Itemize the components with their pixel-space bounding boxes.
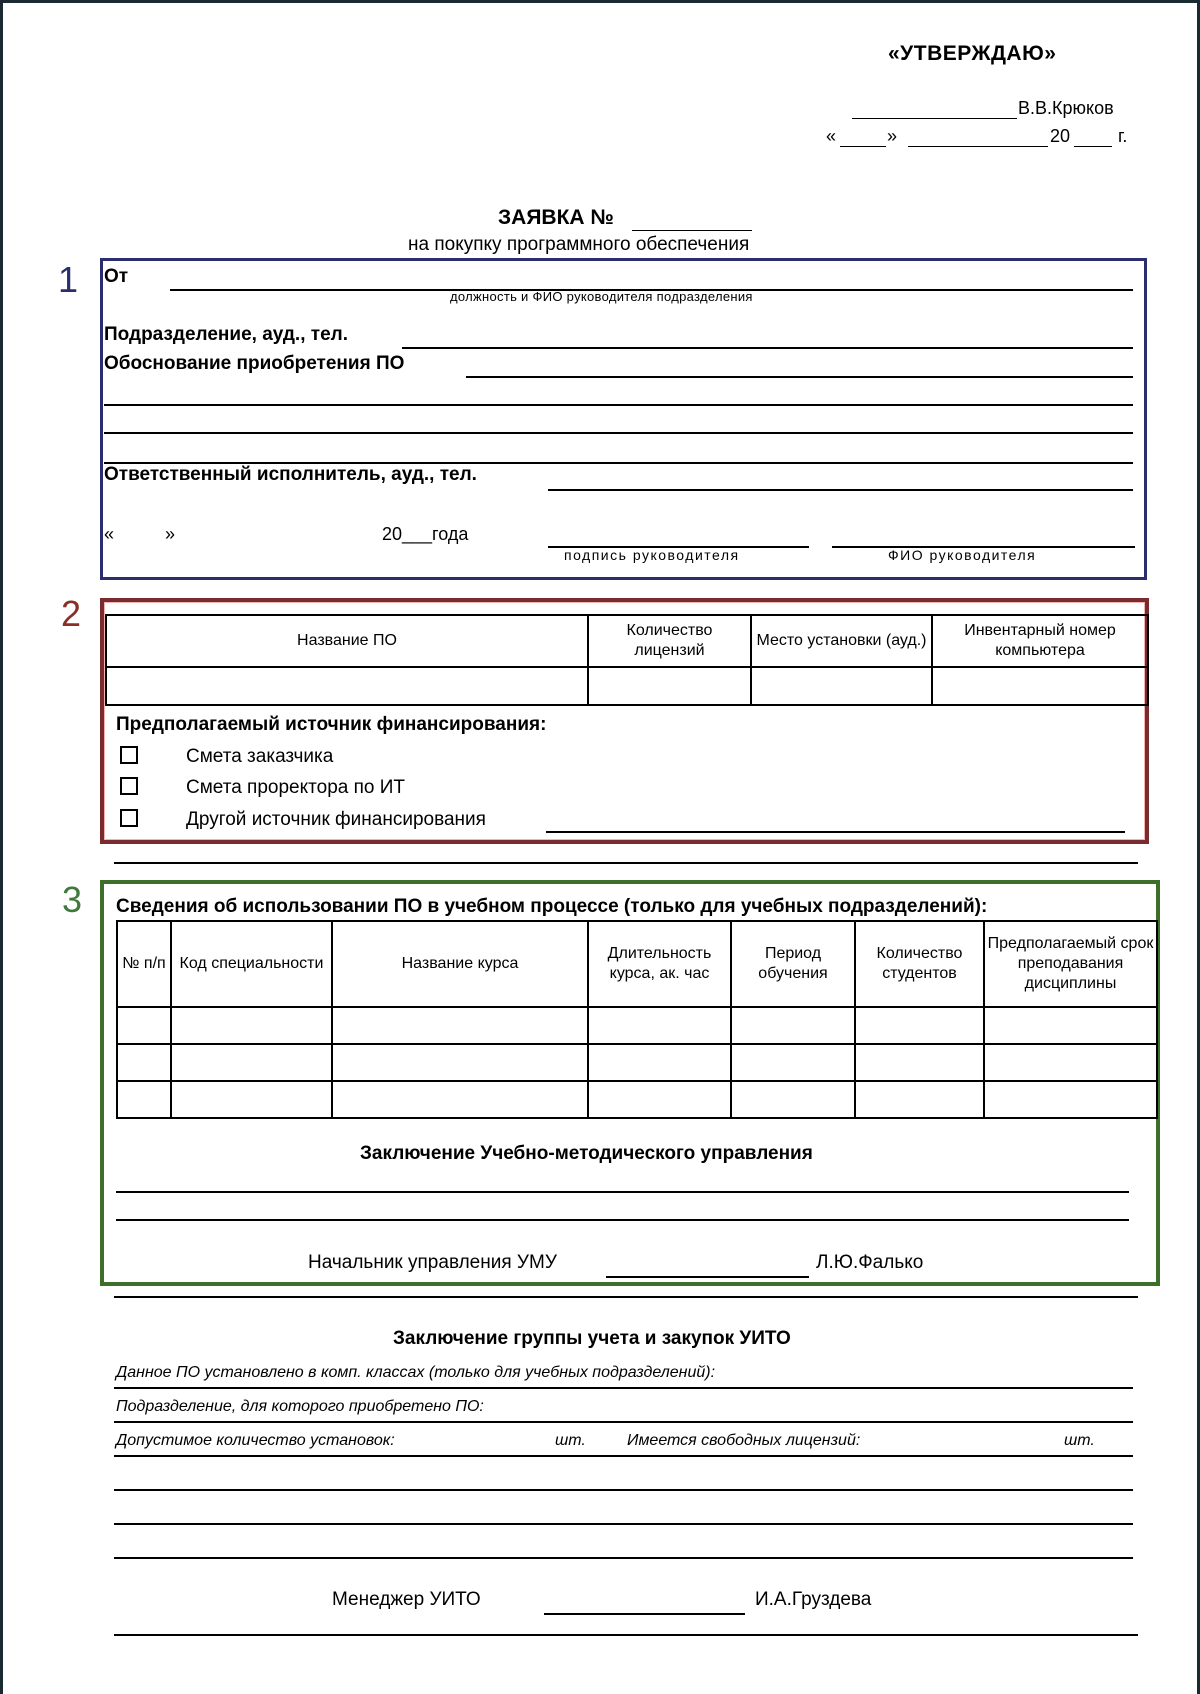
umu-head-name: Л.Ю.Фалько xyxy=(816,1252,924,1273)
table-row xyxy=(117,1081,1157,1118)
responsible-label: Ответственный исполнитель, ауд., тел. xyxy=(104,464,477,485)
col-student-count: Количество студентов xyxy=(855,921,984,1007)
other-source-line xyxy=(546,831,1125,833)
cell[interactable] xyxy=(731,1044,855,1081)
installed-field[interactable] xyxy=(878,1364,1132,1386)
section-number-2: 2 xyxy=(61,593,82,634)
head-signature-caption: подпись руководителя xyxy=(564,547,740,563)
justification-label: Обоснование приобретения ПО xyxy=(104,353,405,374)
cell[interactable] xyxy=(332,1044,588,1081)
responsible-line xyxy=(548,489,1133,491)
col-study-period: Период обучения xyxy=(731,921,855,1007)
date-open-quote: « xyxy=(104,524,115,544)
cell-inventory-number[interactable] xyxy=(932,667,1148,705)
approval-signature-line xyxy=(852,118,1017,119)
approval-year-prefix: 20 xyxy=(1050,126,1071,146)
option-it-vice-rector-budget: Смета проректора по ИТ xyxy=(186,777,406,798)
cell[interactable] xyxy=(855,1007,984,1044)
free-licenses-label: Имеется свободных лицензий: xyxy=(627,1432,861,1449)
approval-date-open-quote: « xyxy=(826,126,837,146)
checkbox-customer-budget[interactable] xyxy=(120,746,138,764)
head-signature-field[interactable] xyxy=(548,522,808,544)
date-close-quote: » xyxy=(165,524,176,544)
col-course-duration: Длительность курса, ак. час xyxy=(588,921,731,1007)
table-row xyxy=(117,1044,1157,1081)
from-field[interactable] xyxy=(170,266,1132,288)
approval-day-line xyxy=(840,146,886,147)
cell[interactable] xyxy=(731,1081,855,1118)
approval-year-line xyxy=(1074,146,1112,147)
umu-head-signature-field[interactable] xyxy=(606,1252,808,1274)
course-table-header xyxy=(117,921,1157,1007)
uito-conclusion-title: Заключение группы учета и закупок УИТО xyxy=(393,1328,791,1349)
uito-notes-field-2[interactable] xyxy=(114,1500,1132,1522)
department-field[interactable] xyxy=(402,324,1132,346)
cell[interactable] xyxy=(855,1044,984,1081)
allowed-installs-line xyxy=(114,1455,1133,1457)
uito-notes-line-2 xyxy=(114,1523,1133,1525)
cell[interactable] xyxy=(332,1081,588,1118)
col-install-location: Место установки (ауд.) xyxy=(751,615,932,667)
cell[interactable] xyxy=(117,1081,171,1118)
purchased-for-dept-label: Подразделение, для которого приобретено ПО: xyxy=(116,1398,484,1415)
option-customer-budget: Смета заказчика xyxy=(186,746,334,767)
cell[interactable] xyxy=(588,1007,731,1044)
purchased-for-dept-field[interactable] xyxy=(590,1398,1132,1420)
justification-line-2 xyxy=(104,404,1133,406)
uito-notes-line-3 xyxy=(114,1557,1133,1559)
cell-license-count[interactable] xyxy=(588,667,751,705)
request-number-line xyxy=(632,230,752,231)
approval-year-suffix: г. xyxy=(1118,126,1128,146)
head-name-caption: ФИО руководителя xyxy=(888,547,1037,563)
uito-manager-name: И.А.Груздева xyxy=(755,1589,872,1610)
cell[interactable] xyxy=(984,1044,1157,1081)
from-label: От xyxy=(104,266,129,287)
cell-install-location[interactable] xyxy=(751,667,932,705)
document-title: ЗАЯВКА № xyxy=(498,206,614,229)
table-row xyxy=(117,1007,1157,1044)
uito-manager-label: Менеджер УИТО xyxy=(332,1589,481,1610)
approval-signer-name: В.В.Крюков xyxy=(1018,98,1114,118)
col-row-number: № п/п xyxy=(117,921,171,1007)
uito-notes-field-3[interactable] xyxy=(114,1534,1132,1556)
cell[interactable] xyxy=(588,1081,731,1118)
table-row xyxy=(106,667,1148,705)
course-usage-table xyxy=(116,920,1158,1119)
justification-field-3[interactable] xyxy=(104,409,1132,431)
umu-conclusion-field-1[interactable] xyxy=(116,1168,1128,1190)
uito-notes-line-1 xyxy=(114,1489,1133,1491)
uito-notes-field-1[interactable] xyxy=(114,1466,1132,1488)
umu-head-signature-line xyxy=(606,1276,809,1278)
col-inventory-number: Инвентарный номер компьютера xyxy=(932,615,1148,667)
umu-conclusion-title: Заключение Учебно-методического управления xyxy=(360,1143,813,1164)
cell[interactable] xyxy=(332,1007,588,1044)
checkbox-other-source[interactable] xyxy=(120,809,138,827)
approval-day-field[interactable] xyxy=(840,124,886,146)
funding-source-title: Предполагаемый источник финансирования: xyxy=(116,714,547,735)
separator-line-3 xyxy=(114,1634,1138,1636)
installed-label: Данное ПО установлено в комп. классах (только для учебных подразделений): xyxy=(116,1364,716,1381)
installed-line xyxy=(114,1387,1133,1389)
approval-year-field[interactable] xyxy=(1074,124,1112,146)
uito-manager-signature-line xyxy=(544,1613,745,1615)
request-number-field[interactable] xyxy=(632,206,752,228)
department-label: Подразделение, ауд., тел. xyxy=(104,324,348,345)
col-specialty-code: Код специальности xyxy=(171,921,332,1007)
separator-line-2 xyxy=(114,1296,1138,1298)
cell[interactable] xyxy=(731,1007,855,1044)
umu-head-label: Начальник управления УМУ xyxy=(308,1252,557,1273)
option-other-source: Другой источник финансирования xyxy=(186,809,486,830)
uito-manager-signature-field[interactable] xyxy=(544,1590,744,1612)
justification-field-2[interactable] xyxy=(104,381,1132,403)
cell[interactable] xyxy=(588,1044,731,1081)
section-number-3: 3 xyxy=(62,879,83,920)
cell[interactable] xyxy=(855,1081,984,1118)
free-licenses-field[interactable] xyxy=(936,1432,1056,1454)
allowed-installs-field[interactable] xyxy=(480,1432,550,1454)
cell[interactable] xyxy=(984,1081,1157,1118)
separator-line-1 xyxy=(114,862,1138,864)
other-source-field[interactable] xyxy=(546,808,1124,830)
approval-date-close-quote: » xyxy=(887,126,898,146)
approval-month-field[interactable] xyxy=(908,124,1048,146)
umu-conclusion-field-2[interactable] xyxy=(116,1196,1128,1218)
from-caption: должность и ФИО руководителя подразделения xyxy=(450,289,753,304)
software-table xyxy=(105,614,1149,706)
approval-signature-field[interactable] xyxy=(852,96,1016,118)
section-number-1: 1 xyxy=(58,259,79,300)
cell[interactable] xyxy=(117,1044,171,1081)
checkbox-it-vice-rector-budget[interactable] xyxy=(120,777,138,795)
justification-line xyxy=(466,376,1133,378)
cell[interactable] xyxy=(984,1007,1157,1044)
allowed-installs-unit: шт. xyxy=(555,1432,586,1449)
department-line xyxy=(402,347,1133,349)
umu-conclusion-line-1 xyxy=(116,1191,1129,1193)
approval-month-line xyxy=(908,146,1048,147)
cell[interactable] xyxy=(117,1007,171,1044)
cell[interactable] xyxy=(171,1007,332,1044)
cell[interactable] xyxy=(171,1044,332,1081)
allowed-installs-label: Допустимое количество установок: xyxy=(116,1432,395,1449)
col-teaching-term: Предполагаемый срок преподавания дисциплины xyxy=(984,921,1157,1007)
purchased-for-dept-line xyxy=(114,1421,1133,1423)
col-license-count: Количество лицензий xyxy=(588,615,751,667)
umu-conclusion-line-2 xyxy=(116,1219,1129,1221)
day-field[interactable] xyxy=(120,522,160,544)
col-course-name: Название курса xyxy=(332,921,588,1007)
course-usage-title: Сведения об использовании ПО в учебном процессе (только для учебных подразделений): xyxy=(116,896,988,917)
responsible-field[interactable] xyxy=(548,466,1132,488)
head-name-field[interactable] xyxy=(832,522,1134,544)
col-software-name: Название ПО xyxy=(106,615,588,667)
free-licenses-unit: шт. xyxy=(1064,1432,1095,1449)
cell-software-name[interactable] xyxy=(106,667,588,705)
year-label: 20___года xyxy=(382,524,469,544)
approval-title: «УТВЕРЖДАЮ» xyxy=(888,42,1057,65)
month-field[interactable] xyxy=(184,522,374,544)
justification-line-3 xyxy=(104,432,1133,434)
justification-field[interactable] xyxy=(466,353,1132,375)
software-table-header xyxy=(106,615,1148,667)
document-subtitle: на покупку программного обеспечения xyxy=(408,234,750,255)
cell[interactable] xyxy=(171,1081,332,1118)
